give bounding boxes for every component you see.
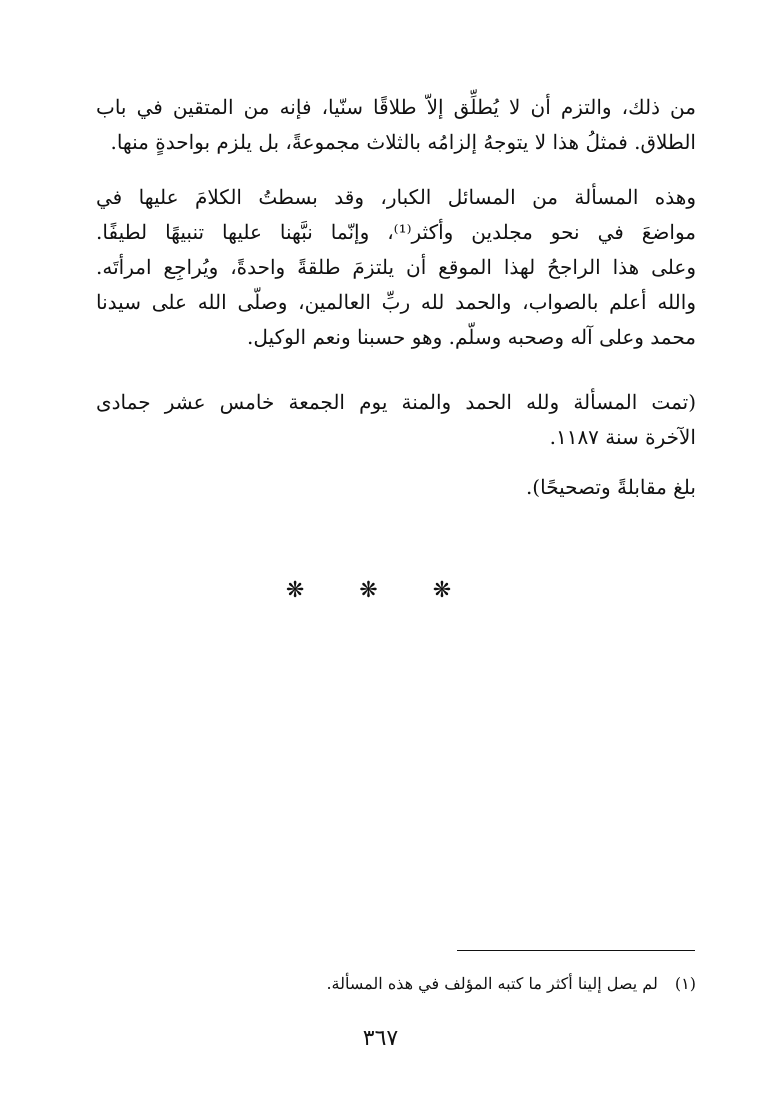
paragraph-1 [96, 90, 696, 160]
paragraph-2 [96, 180, 696, 355]
text-line: وعلى هذا الراجحُ لهذا الموقع أن يلتزمَ طلقةً واحدةً، ويُراجِع امرأتَه. [96, 255, 696, 279]
footnote-number: (١) [674, 974, 696, 993]
footnote-text: لم يصل إلينا أكثر ما كتبه المؤلف في هذه المسألة. [326, 974, 658, 993]
text-line: الطلاق. فمثلُ هذا لا يتوجهُ إلزامُه بالثلاث مجموعةً، بل يلزم بواحدةٍ منها. [110, 130, 696, 154]
text-line: وهذه المسألة من المسائل الكبار، وقد بسطتُ الكلامَ عليها في [96, 185, 696, 209]
text-line: بلغ مقابلةً وتصحيحًا). [525, 475, 696, 499]
footnote-rule [457, 950, 695, 951]
page-number: ٣٦٧ [362, 1026, 399, 1051]
paragraph-3 [96, 385, 696, 455]
text-line: الآخرة سنة ١١٨٧. [549, 425, 696, 449]
text-line: محمد وعلى آله وصحبه وسلّم. وهو حسبنا ونعم الوكيل. [247, 325, 696, 349]
text-line: من ذلك، والتزم أن لا يُطلِّق إلاّ طلاقًا سنّيا، فإنه من المتقين في باب [96, 95, 696, 119]
text-line: مواضعَ في نحو مجلدين وأكثر⁽¹⁾، وإنّما نبَّهنا عليها تنبيهًا لطيفًا. [96, 220, 696, 244]
text-line: (تمت المسألة ولله الحمد والمنة يوم الجمعة خامس عشر جمادى [96, 390, 696, 414]
footnote [280, 970, 696, 998]
paragraph-4 [96, 470, 696, 505]
section-separator: ❋ ❋ ❋ [285, 578, 476, 603]
text-line: والله أعلم بالصواب، والحمد لله ربِّ العالمين، وصلّى الله على سيدنا [96, 290, 696, 314]
